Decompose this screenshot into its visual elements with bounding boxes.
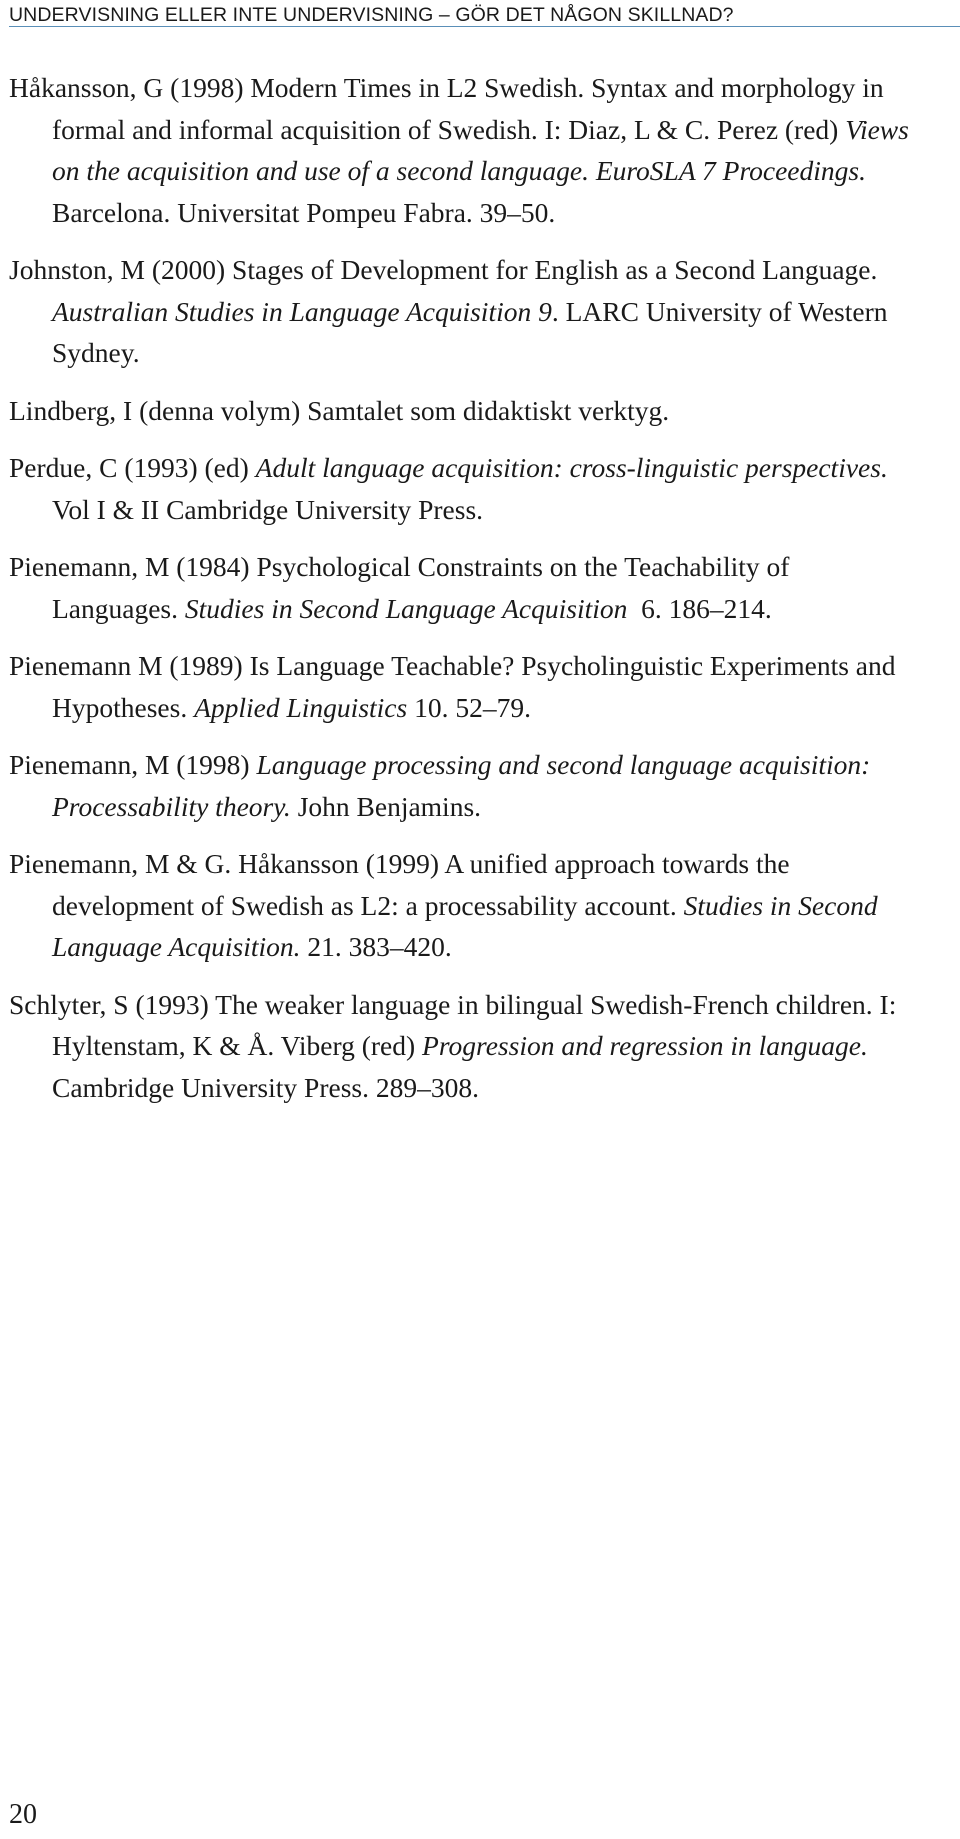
reference-text: Vol I & II Cambridge University Press. xyxy=(52,493,484,525)
page-number: 20 xyxy=(9,1799,37,1830)
reference-entry xyxy=(9,249,914,374)
reference-title-italic: Progression and regression in language. xyxy=(422,1030,868,1061)
reference-title-italic: Studies in Second Language Acquisition. xyxy=(52,889,878,962)
reference-title-italic: Applied Linguistics xyxy=(194,691,408,723)
reference-text: Pienemann, M (1998) xyxy=(9,749,257,780)
reference-text: Johnston, M (2000) Stages of Development for English as a Second Language. xyxy=(9,254,878,285)
reference-text: 21. 383–420. xyxy=(300,931,452,962)
reference-text: 6. 186–214. xyxy=(627,592,772,624)
reference-text: Cambridge University Press. 289–308. xyxy=(52,1071,479,1103)
reference-entry xyxy=(9,984,914,1109)
reference-entry xyxy=(9,390,914,432)
reference-entry xyxy=(9,744,914,827)
reference-text: Barcelona. Universitat Pompeu Fabra. 39–50. xyxy=(52,196,556,228)
reference-text: 10. 52–79. xyxy=(407,691,531,723)
reference-entry xyxy=(9,546,914,629)
reference-title-italic: Studies in Second Language Acquisition xyxy=(184,592,628,624)
reference-text: Lindberg, I (denna volym) Samtalet som didaktiskt verktyg. xyxy=(9,394,670,426)
reference-text: Perdue, C (1993) (ed) xyxy=(9,452,256,483)
reference-text: Pienemann, M (1984) Psychological Constraints on the Teachability of Languages. xyxy=(9,551,790,624)
reference-text: . LARC University of Western Sydney. xyxy=(52,295,888,368)
reference-title-italic: Views on the acquisition and use of a second language. EuroSLA 7 Proceedings. xyxy=(52,113,909,186)
reference-title-italic: Language processing and second language acquisition: Processability theory. xyxy=(52,749,871,822)
reference-text: Pienemann M (1989) Is Language Teachable? Psycholinguistic Experiments and Hypotheses. xyxy=(9,650,896,723)
reference-title-italic: Australian Studies in Language Acquisition 9 xyxy=(52,295,552,327)
running-header-title: UNDERVISNING ELLER INTE UNDERVISNING – GÖR DET NÅGON SKILLNAD? xyxy=(9,4,734,26)
reference-text: Schlyter, S (1993) The weaker language in bilingual Swedish-French children. I: Hyltenstam, K & Å. Viberg (red) xyxy=(9,988,897,1061)
running-header xyxy=(9,3,960,27)
reference-entry xyxy=(9,67,914,233)
reference-entry xyxy=(9,645,914,728)
reference-entry xyxy=(9,843,914,968)
reference-text: Pienemann, M & G. Håkansson (1999) A unified approach towards the development of Swedish as L2: a processability account. xyxy=(9,848,790,921)
reference-text: Håkansson, G (1998) Modern Times in L2 Swedish. Syntax and morphology in formal and informal acquisition of Swedish. I: Diaz, L & C. Perez (red) xyxy=(9,72,884,145)
reference-entry xyxy=(9,447,914,530)
reference-title-italic: Adult language acquisition: cross-linguistic perspectives. xyxy=(255,452,888,483)
reference-list xyxy=(9,67,914,1124)
reference-text: John Benjamins. xyxy=(290,790,482,822)
